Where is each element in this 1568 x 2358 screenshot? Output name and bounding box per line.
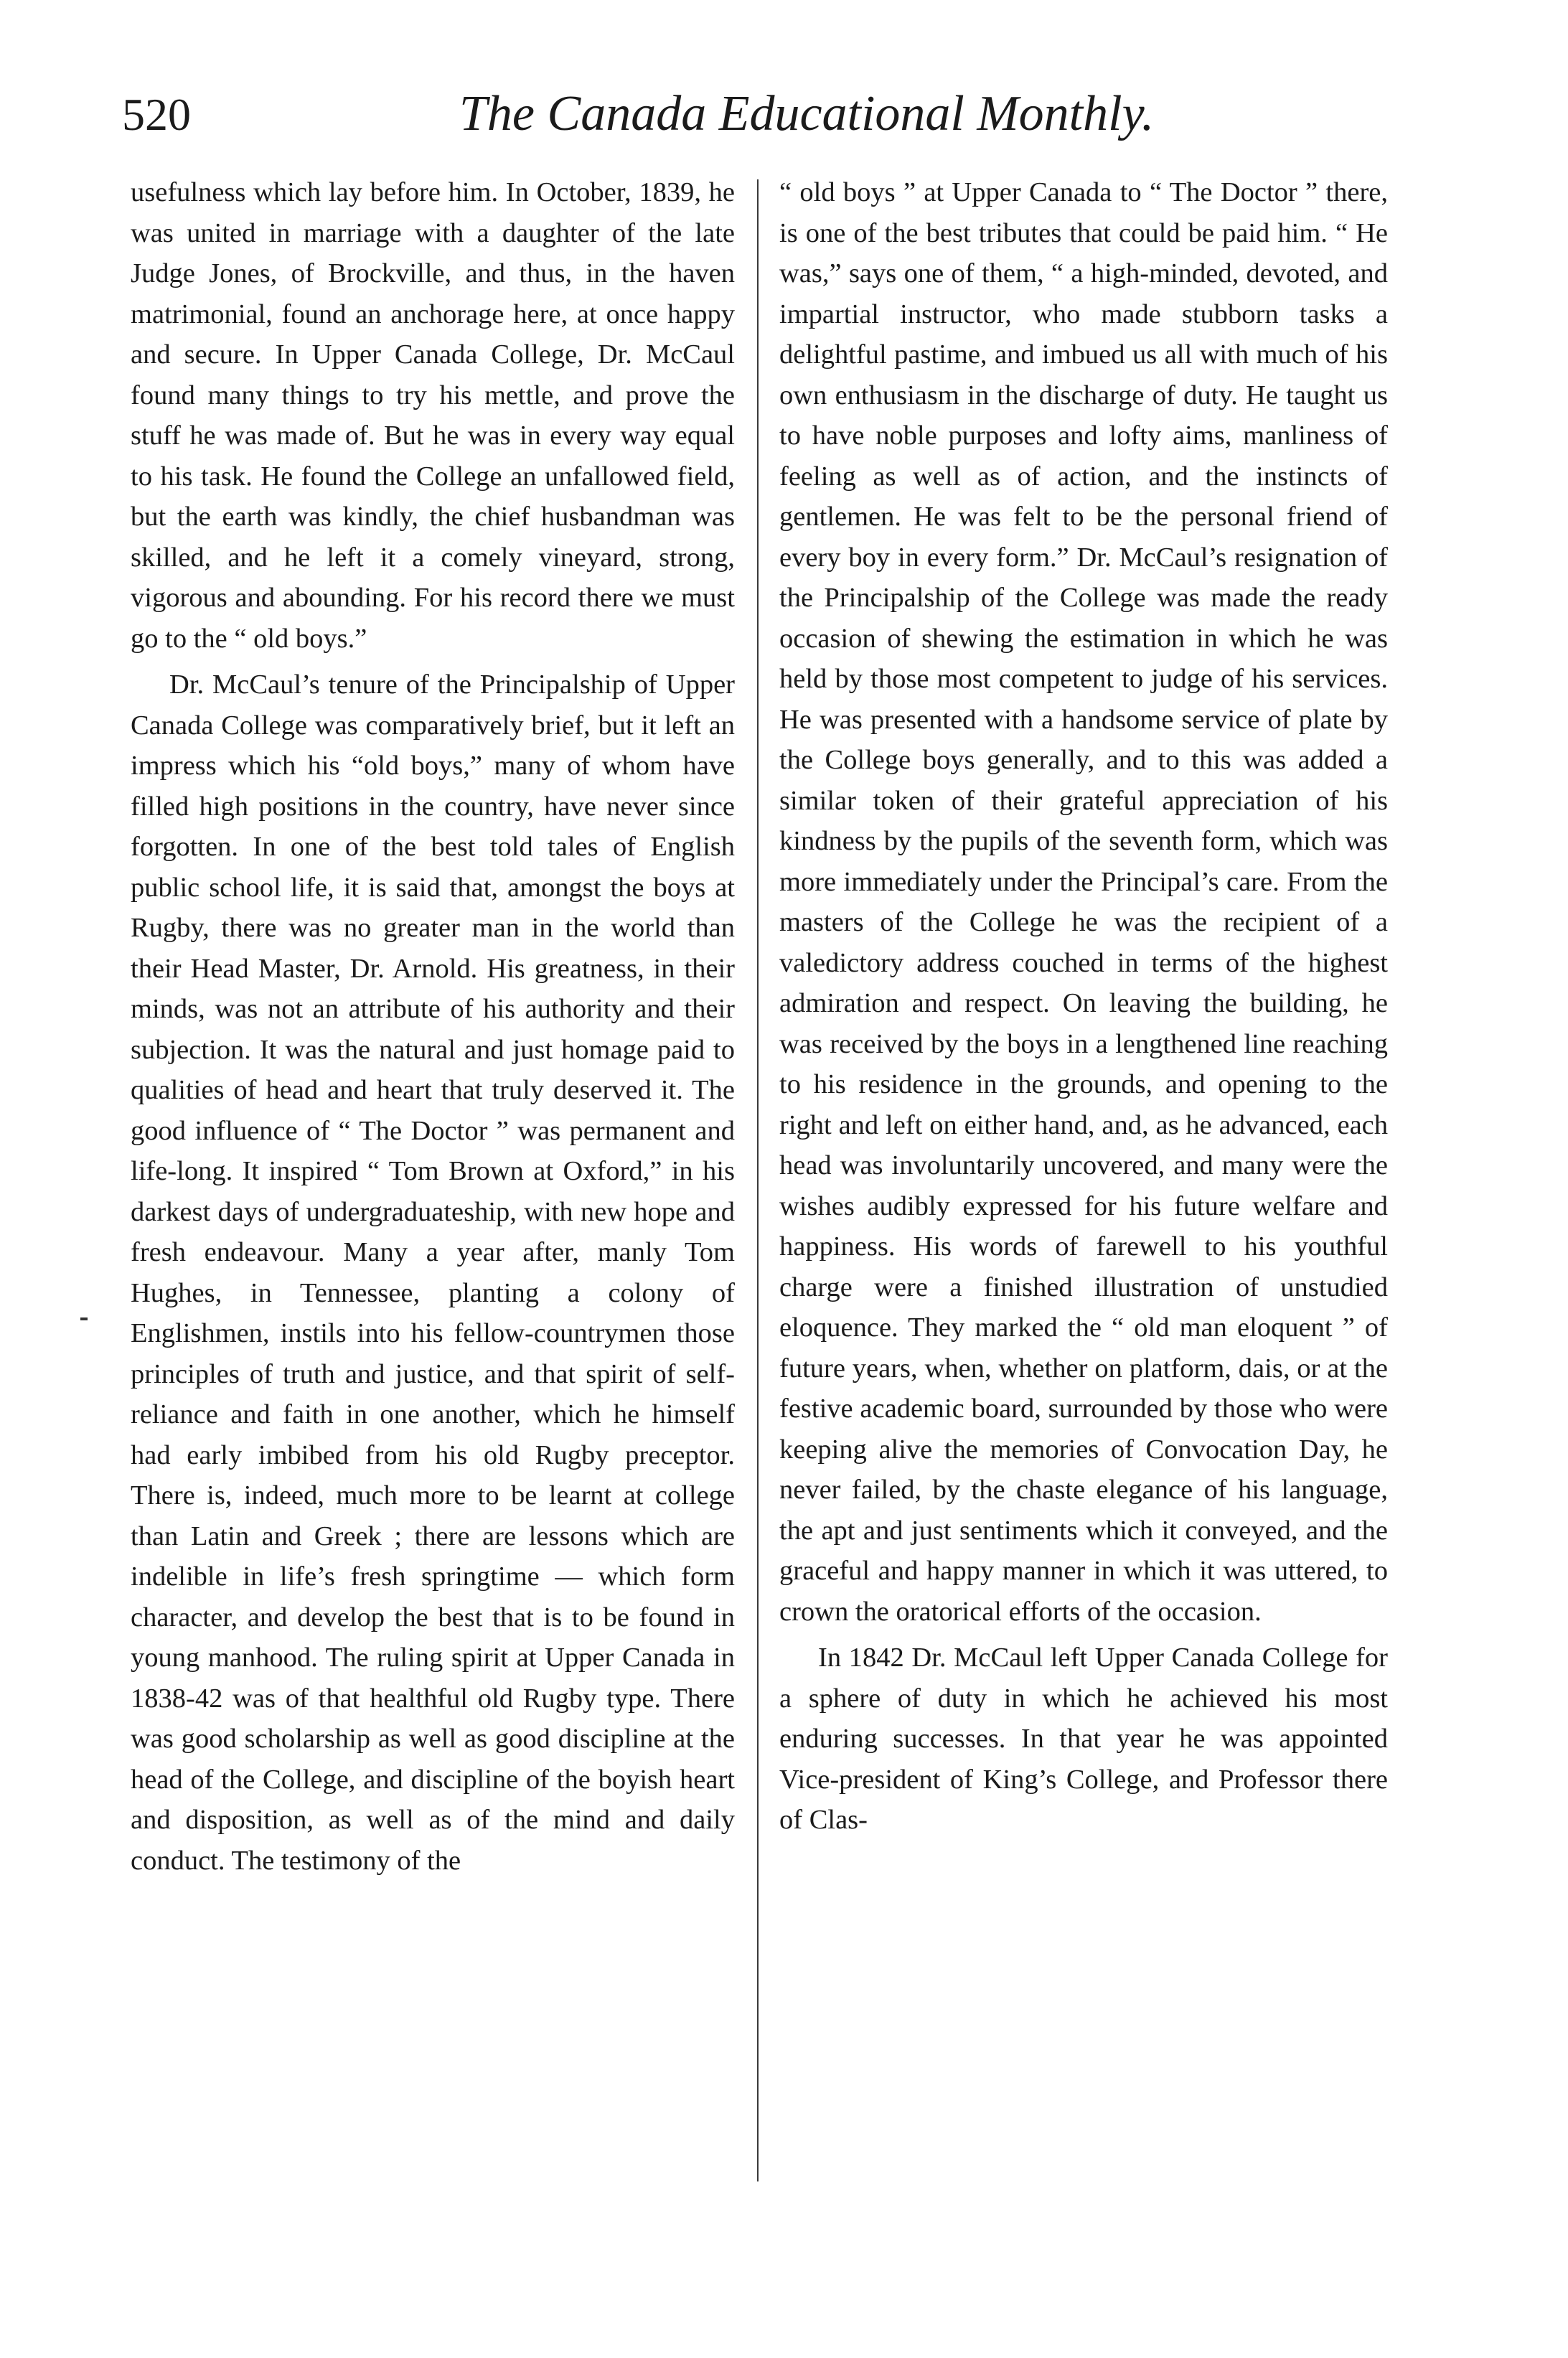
page-number: 520	[122, 89, 191, 140]
column-divider	[757, 179, 759, 2181]
margin-mark	[80, 1317, 88, 1320]
left-column-paragraph-2: Dr. McCaul’s tenure of the Principalship of Upper Canada College was comparatively brief, but it left an impress which his “old boys,” many of whom have filled high positions in the country, have never since forgotten. In one of the best told tales of English public school life, it is said that, amongst the boys at Rugby, there was no greater man in the world than their Head Master, Dr. Arnold. His greatness, in their minds, was not an attribute of his authority and their subjection. It was the natural and just homage paid to qualities of head and heart that truly deserved it. The good influence of “ The Doctor ” was permanent and life-long. It inspired “ Tom Brown at Oxford,” in his darkest days of undergraduateship, with new hope and fresh endeavour. Many a year after, manly Tom Hughes, in Tennessee, planting a colony of Englishmen, instils into his fellow-countrymen those principles of truth and justice, and that spirit of self-reliance and faith in one another, which he himself had early imbibed from his old Rugby preceptor. There is, indeed, much more to be learnt at college than Latin and Greek ; there are lessons which are indelible in life’s fresh springtime — which form character, and develop the best that is to be found in young manhood. The ruling spirit at Upper Canada in 1838-42 was of that healthful old Rugby type. There was good scholarship as well as good discipline at the head of the College, and discipline of the boyish heart and disposition, as well as of the mind and daily conduct. The testimony of the	[131, 670, 735, 1876]
left-column-paragraph-1: usefulness which lay before him. In October, 1839, he was united in marriage with a daughter of the late Judge Jones, of Brockville, and thus, in the haven matrimonial, found an anchorage here, at once happy and secure. In Upper Canada College, Dr. McCaul found many things to try his mettle, and prove the stuff he was made of. But he was in every way equal to his task. He found the College an unfallowed field, but the earth was kindly, the chief husbandman was skilled, and he left it a comely vineyard, strong, vigorous and abounding. For his record there we must go to the “ old boys.”	[131, 177, 735, 654]
left-column	[131, 172, 735, 1881]
right-column	[779, 172, 1388, 1841]
right-column-paragraph-1: “ old boys ” at Upper Canada to “ The Doctor ” there, is one of the best tributes that could be paid him. “ He was,” says one of them, “ a high-minded, devoted, and impartial instructor, who made stubborn tasks a delightful pastime, and imbued us all with much of his own enthusiasm in the discharge of duty. He taught us to have noble purposes and lofty aims, manliness of feeling as well as of action, and the instincts of gentlemen. He was felt to be the personal friend of every boy in every form.” Dr. McCaul’s resignation of the Principalship of the College was made the ready occasion of shewing the estimation in which he was held by those most competent to judge of his services. He was presented with a handsome service of plate by the College boys generally, and to this was added a similar token of their grateful appreciation of his kindness by the pupils of the seventh form, which was more immediately under the Principal’s care. From the masters of the College he was the recipient of a valedictory address couched in terms of the highest admiration and respect. On leaving the building, he was received by the boys in a lengthened line reaching to his residence in the grounds, and opening to the right and left on either hand, and, as he advanced, each head was involuntarily uncovered, and many were the wishes audibly expressed for his future welfare and happiness. His words of farewell to his youthful charge were a finished illustration of unstudied eloquence. They marked the “ old man eloquent ” of future years, when, whether on platform, dais, or at the festive academic board, surrounded by those who were keeping alive the memories of Convocation Day, he never failed, by the chaste elegance of his language, the apt and just sentiments which it conveyed, and the graceful and happy manner in which it was uttered, to crown the oratorical efforts of the occasion.	[779, 177, 1388, 1627]
running-head-title: The Canada Educational Monthly.	[459, 86, 1155, 141]
right-column-paragraph-2: In 1842 Dr. McCaul left Upper Canada College for a sphere of duty in which he achieved his most enduring successes. In that year he was appointed Vice-president of King’s College, and Professor there of Clas-	[779, 1643, 1388, 1835]
